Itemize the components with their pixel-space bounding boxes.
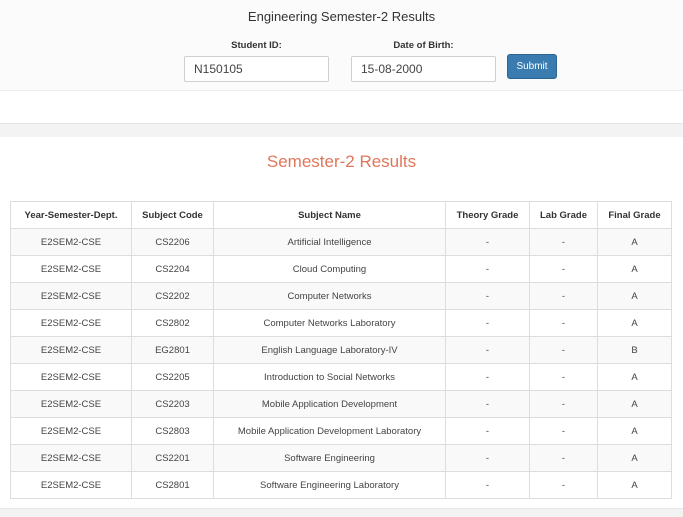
cell-dept: E2SEM2-CSE (11, 229, 132, 256)
table-row (11, 472, 672, 499)
column-header-subject-name: Subject Name (214, 202, 446, 229)
cell-dept: E2SEM2-CSE (11, 445, 132, 472)
cell-final-grade: B (598, 337, 672, 364)
cell-subject-code: CS2201 (132, 445, 214, 472)
cell-lab-grade: - (530, 256, 598, 283)
table-row (11, 283, 672, 310)
cell-theory-grade: - (446, 256, 530, 283)
table-row (11, 337, 672, 364)
table-row (11, 256, 672, 283)
cell-dept: E2SEM2-CSE (11, 364, 132, 391)
cell-theory-grade: - (446, 391, 530, 418)
cell-subject-name: Computer Networks (214, 283, 446, 310)
results-table-body (11, 229, 672, 499)
table-row (11, 445, 672, 472)
cell-lab-grade: - (530, 310, 598, 337)
cell-subject-code: CS2206 (132, 229, 214, 256)
cell-subject-code: CS2205 (132, 364, 214, 391)
cell-final-grade: A (598, 229, 672, 256)
cell-lab-grade: - (530, 391, 598, 418)
search-panel (0, 0, 683, 91)
cell-theory-grade: - (446, 337, 530, 364)
cell-subject-name: Mobile Application Development Laboratory (214, 418, 446, 445)
cell-theory-grade: - (446, 310, 530, 337)
student-id-input[interactable] (184, 56, 329, 82)
cell-theory-grade: - (446, 445, 530, 472)
column-header-theory-grade: Theory Grade (446, 202, 530, 229)
cell-final-grade: A (598, 472, 672, 499)
cell-final-grade: A (598, 364, 672, 391)
cell-theory-grade: - (446, 472, 530, 499)
cell-final-grade: A (598, 391, 672, 418)
cell-lab-grade: - (530, 337, 598, 364)
cell-final-grade: A (598, 445, 672, 472)
cell-subject-code: CS2801 (132, 472, 214, 499)
results-table (10, 201, 672, 499)
table-row (11, 364, 672, 391)
cell-final-grade: A (598, 310, 672, 337)
table-row (11, 418, 672, 445)
cell-final-grade: A (598, 283, 672, 310)
cell-theory-grade: - (446, 418, 530, 445)
cell-lab-grade: - (530, 364, 598, 391)
section-divider (0, 123, 683, 137)
cell-dept: E2SEM2-CSE (11, 256, 132, 283)
student-id-label: Student ID: (231, 40, 282, 51)
cell-lab-grade: - (530, 445, 598, 472)
cell-subject-name: Computer Networks Laboratory (214, 310, 446, 337)
table-row (11, 229, 672, 256)
cell-dept: E2SEM2-CSE (11, 310, 132, 337)
page-title: Engineering Semester-2 Results (247, 9, 436, 24)
cell-theory-grade: - (446, 283, 530, 310)
results-heading: Semester-2 Results (266, 152, 417, 171)
cell-final-grade: A (598, 256, 672, 283)
cell-subject-name: Mobile Application Development (214, 391, 446, 418)
cell-subject-name: Introduction to Social Networks (214, 364, 446, 391)
column-header-dept: Year-Semester-Dept. (11, 202, 132, 229)
cell-subject-code: CS2803 (132, 418, 214, 445)
cell-subject-code: CS2802 (132, 310, 214, 337)
cell-dept: E2SEM2-CSE (11, 283, 132, 310)
cell-subject-code: EG2801 (132, 337, 214, 364)
date-of-birth-input[interactable] (351, 56, 496, 82)
cell-subject-name: Cloud Computing (214, 256, 446, 283)
cell-final-grade: A (598, 418, 672, 445)
cell-dept: E2SEM2-CSE (11, 418, 132, 445)
cell-dept: E2SEM2-CSE (11, 472, 132, 499)
date-of-birth-label: Date of Birth: (393, 40, 454, 51)
cell-lab-grade: - (530, 418, 598, 445)
cell-subject-code: CS2202 (132, 283, 214, 310)
column-header-subject-code: Subject Code (132, 202, 214, 229)
cell-subject-name: English Language Laboratory-IV (214, 337, 446, 364)
cell-lab-grade: - (530, 472, 598, 499)
table-header-row (11, 202, 672, 229)
cell-subject-code: CS2204 (132, 256, 214, 283)
cell-subject-name: Software Engineering Laboratory (214, 472, 446, 499)
cell-theory-grade: - (446, 364, 530, 391)
cell-lab-grade: - (530, 283, 598, 310)
table-row (11, 310, 672, 337)
cell-dept: E2SEM2-CSE (11, 391, 132, 418)
cell-subject-code: CS2203 (132, 391, 214, 418)
cell-dept: E2SEM2-CSE (11, 337, 132, 364)
column-header-lab-grade: Lab Grade (530, 202, 598, 229)
cell-lab-grade: - (530, 229, 598, 256)
cell-theory-grade: - (446, 229, 530, 256)
cell-subject-name: Artificial Intelligence (214, 229, 446, 256)
table-row (11, 391, 672, 418)
submit-button[interactable]: Submit (507, 54, 557, 79)
cell-subject-name: Software Engineering (214, 445, 446, 472)
column-header-final-grade: Final Grade (598, 202, 672, 229)
